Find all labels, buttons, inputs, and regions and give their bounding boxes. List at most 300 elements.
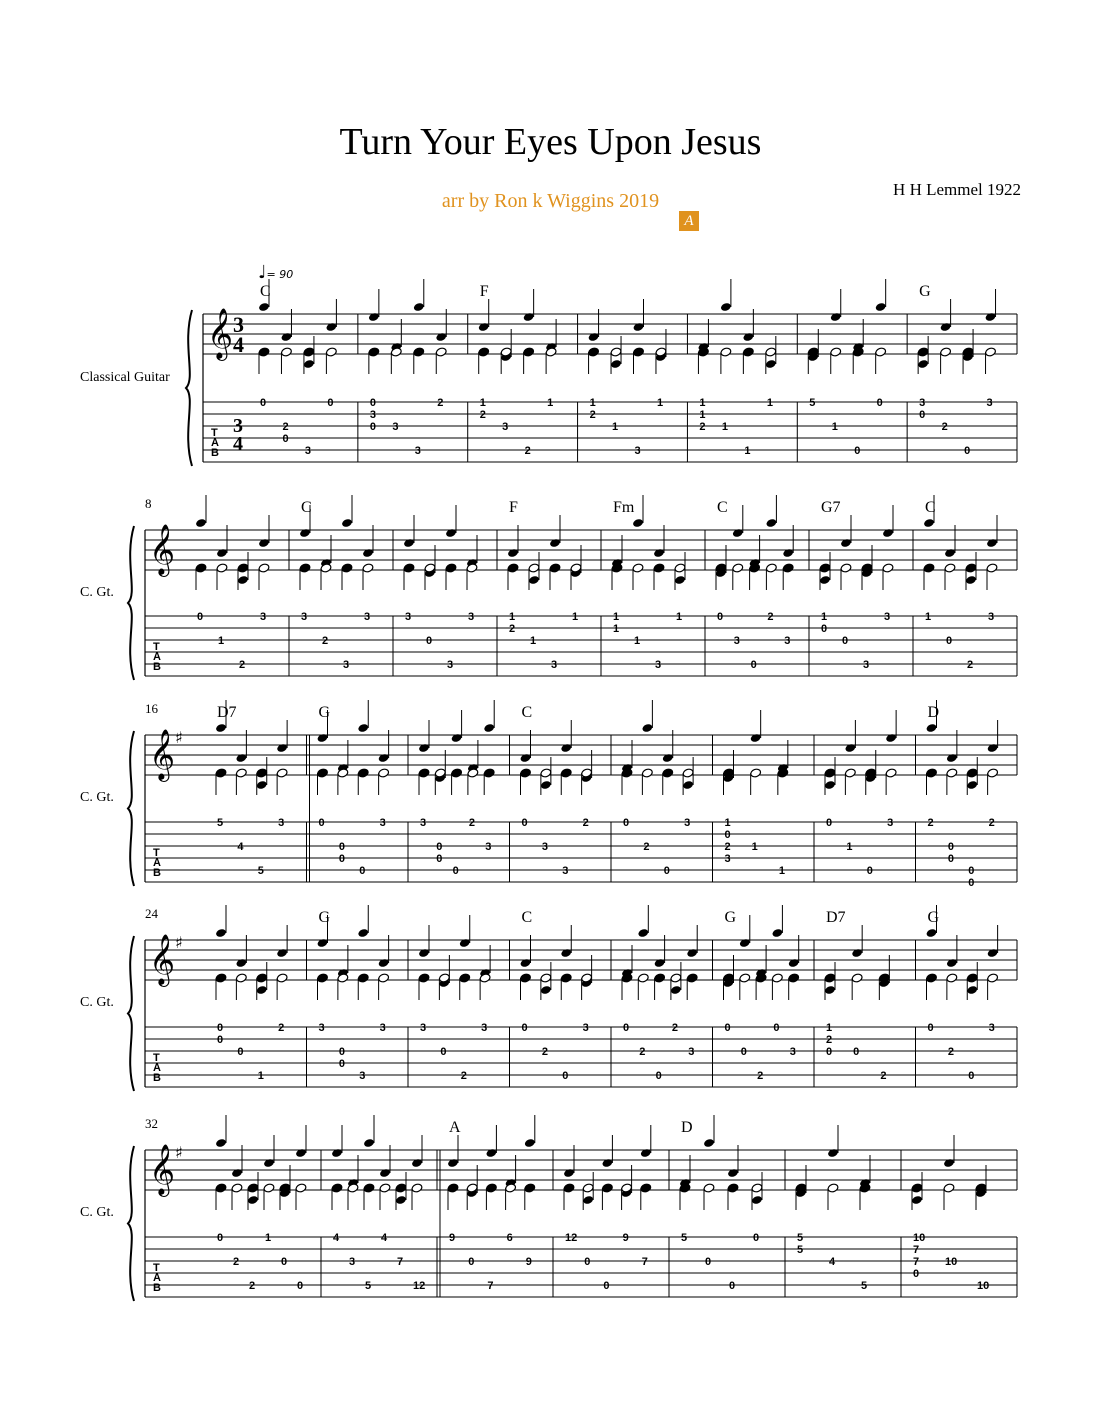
tab-fret-number: 0 xyxy=(584,1256,591,1268)
notehead xyxy=(940,322,952,332)
notehead-lower xyxy=(632,563,644,573)
notehead-lower xyxy=(256,973,268,983)
notehead-lower xyxy=(325,347,337,357)
notehead-lower xyxy=(357,973,369,983)
tab-fret-number: 5 xyxy=(257,865,264,877)
notehead xyxy=(682,780,694,790)
tab-fret-number: 10 xyxy=(913,1232,926,1244)
notehead-lower xyxy=(563,1183,575,1193)
notehead xyxy=(303,359,315,369)
tab-fret-number: 6 xyxy=(506,1232,513,1244)
chord-symbol: Fm xyxy=(613,499,635,516)
notehead xyxy=(195,518,207,528)
tab-fret-number: 0 xyxy=(521,817,528,829)
tab-fret-number: 0 xyxy=(919,409,926,421)
notehead xyxy=(258,302,270,312)
tab-fret-number: 3 xyxy=(887,817,894,829)
notehead xyxy=(395,1195,407,1205)
tab-fret-number: 2 xyxy=(724,841,731,853)
notehead-lower xyxy=(653,563,665,573)
notehead-lower xyxy=(341,563,353,573)
notehead-lower xyxy=(403,563,415,573)
notehead xyxy=(875,302,887,312)
notehead-lower xyxy=(588,347,600,357)
tab-fret-number: 0 xyxy=(436,853,443,865)
tab-fret-number: 3 xyxy=(724,853,731,865)
tab-fret-number: 0 xyxy=(913,1268,920,1280)
tab-fret-number: 0 xyxy=(821,623,828,635)
tab-fret-number: 0 xyxy=(740,1046,747,1058)
notehead xyxy=(357,928,369,938)
tab-fret-number: 0 xyxy=(724,829,731,841)
tab-fret-number: 1 xyxy=(831,421,838,433)
notehead-lower xyxy=(411,1183,423,1193)
notehead-lower xyxy=(459,973,471,983)
tab-clef-letter: A xyxy=(153,1062,161,1074)
notehead xyxy=(966,985,978,995)
notehead-lower xyxy=(582,1183,594,1193)
measure-number: 32 xyxy=(145,1116,158,1131)
tab-fret-number: 3 xyxy=(733,635,740,647)
tab-fret-number: 1 xyxy=(821,611,828,623)
tab-fret-number: 3 xyxy=(655,659,662,671)
notehead-lower xyxy=(378,768,390,778)
tab-fret-number: 3 xyxy=(420,817,427,829)
tab-fret-number: 10 xyxy=(977,1280,990,1292)
measure-number: 16 xyxy=(145,701,158,716)
notehead-lower xyxy=(751,1183,763,1193)
notehead-lower xyxy=(727,1183,739,1193)
notehead-lower xyxy=(943,1183,955,1193)
notehead xyxy=(926,723,938,733)
chord-symbol: D7 xyxy=(217,704,237,721)
tab-clef-letter: A xyxy=(153,857,161,869)
notehead xyxy=(751,1195,763,1205)
time-signature-top: 3 xyxy=(233,312,244,337)
notehead-lower xyxy=(682,768,694,778)
notehead-lower xyxy=(840,563,852,573)
tab-fret-number: 9 xyxy=(525,1256,532,1268)
tab-fret-number: 0 xyxy=(724,1022,731,1034)
notehead-lower xyxy=(875,347,887,357)
tab-fret-number: 1 xyxy=(826,1022,833,1034)
notehead-lower xyxy=(478,347,490,357)
notehead-lower xyxy=(923,563,935,573)
notehead xyxy=(418,948,430,958)
notehead xyxy=(256,985,268,995)
notehead-lower xyxy=(771,973,783,983)
tab-fret-number: 2 xyxy=(278,1022,285,1034)
notehead xyxy=(540,985,552,995)
tab-clef-letter: T xyxy=(153,641,160,653)
notehead-lower xyxy=(295,1183,307,1193)
instrument-name-short-5: C. Gt. xyxy=(80,1205,114,1220)
tab-fret-number: 1 xyxy=(479,397,486,409)
tab-fret-number: 4 xyxy=(333,1232,340,1244)
tab-fret-number: 3 xyxy=(988,1022,995,1034)
tab-fret-number: 3 xyxy=(318,1022,325,1034)
tab-fret-number: 0 xyxy=(338,853,345,865)
tab-fret-number: 3 xyxy=(278,817,285,829)
tab-fret-number: 4 xyxy=(381,1232,388,1244)
rehearsal-mark-box: A xyxy=(679,211,699,231)
tab-fret-number: 3 xyxy=(634,445,641,457)
tab-fret-number: 5 xyxy=(217,817,224,829)
notehead-lower xyxy=(637,973,649,983)
tab-fret-number: 2 xyxy=(282,421,289,433)
notehead xyxy=(765,518,777,528)
notehead-lower xyxy=(674,563,686,573)
notehead-lower xyxy=(987,768,999,778)
notehead xyxy=(215,723,227,733)
composer-credit: H H Lemmel 1922 xyxy=(893,180,1021,199)
tab-fret-number: 0 xyxy=(968,877,975,889)
tab-clef-letter: A xyxy=(211,437,219,449)
notehead-lower xyxy=(363,1183,375,1193)
tab-fret-number: 0 xyxy=(282,433,289,445)
notehead xyxy=(483,723,495,733)
notehead xyxy=(771,928,783,938)
notehead xyxy=(341,518,353,528)
notehead-lower xyxy=(827,1183,839,1193)
notehead xyxy=(582,1195,594,1205)
tab-fret-number: 1 xyxy=(612,421,619,433)
notehead-lower xyxy=(654,973,666,983)
notehead xyxy=(317,733,329,743)
notehead-lower xyxy=(788,973,800,983)
notehead-lower xyxy=(507,563,519,573)
notehead-lower xyxy=(946,768,958,778)
notehead xyxy=(378,958,390,968)
tab-fret-number: 0 xyxy=(338,1046,345,1058)
notehead-lower xyxy=(485,1183,497,1193)
tab-fret-number: 1 xyxy=(613,623,620,635)
notehead-lower xyxy=(524,1183,536,1193)
tab-fret-number: 1 xyxy=(257,1070,264,1082)
notehead-lower xyxy=(560,973,572,983)
notehead xyxy=(299,528,311,538)
quarter-note-icon: ♩ xyxy=(258,262,267,283)
notehead xyxy=(750,733,762,743)
notehead xyxy=(987,948,999,958)
tab-fret-number: 0 xyxy=(197,611,204,623)
tab-clef-letter: A xyxy=(153,651,161,663)
notehead xyxy=(946,958,958,968)
instrument-name-short-2: C. Gt. xyxy=(80,585,114,600)
tab-fret-number: 3 xyxy=(468,611,475,623)
tab-fret-number: 0 xyxy=(297,1280,304,1292)
notehead-lower xyxy=(303,347,315,357)
notehead xyxy=(528,575,540,585)
notehead-lower xyxy=(215,768,227,778)
notehead-lower xyxy=(986,563,998,573)
tab-clef-letter: A xyxy=(153,1272,161,1284)
notehead xyxy=(966,780,978,790)
notehead-lower xyxy=(237,563,249,573)
notehead-lower xyxy=(528,563,540,573)
tab-fret-number: 5 xyxy=(861,1280,868,1292)
notehead-lower xyxy=(750,768,762,778)
tab-fret-number: 3 xyxy=(405,611,412,623)
tab-fret-number: 0 xyxy=(318,817,325,829)
notehead-lower xyxy=(263,1183,275,1193)
tab-fret-number: 1 xyxy=(218,635,225,647)
tab-fret-number: 3 xyxy=(582,1022,589,1034)
treble-clef-icon: 𝄞 xyxy=(149,729,176,780)
notehead xyxy=(819,575,831,585)
notehead xyxy=(788,958,800,968)
notehead-lower xyxy=(732,563,744,573)
notehead-lower xyxy=(965,563,977,573)
notehead xyxy=(830,312,842,322)
notehead xyxy=(885,733,897,743)
tab-fret-number: 2 xyxy=(249,1280,256,1292)
notehead-lower xyxy=(940,347,952,357)
notehead xyxy=(447,1158,459,1168)
notehead xyxy=(276,948,288,958)
tab-fret-number: 0 xyxy=(946,635,953,647)
notehead xyxy=(965,575,977,585)
tab-fret-number: 1 xyxy=(721,421,729,433)
notehead-lower xyxy=(946,973,958,983)
notehead xyxy=(782,548,794,558)
notehead xyxy=(946,753,958,763)
tab-fret-number: 2 xyxy=(967,659,974,671)
tab-fret-number: 2 xyxy=(479,409,486,421)
tab-fret-number: 3 xyxy=(485,841,492,853)
notehead xyxy=(523,312,535,322)
notehead-lower xyxy=(540,768,552,778)
notehead-lower xyxy=(379,1183,391,1193)
tab-fret-number: 0 xyxy=(436,841,443,853)
notehead xyxy=(363,1138,375,1148)
notehead-lower xyxy=(739,973,751,983)
notehead xyxy=(331,1148,343,1158)
notehead xyxy=(654,958,666,968)
tab-fret-number: 0 xyxy=(927,1022,934,1034)
tab-fret-number: 0 xyxy=(217,1022,224,1034)
notehead-lower xyxy=(435,347,447,357)
tab-fret-number: 1 xyxy=(656,397,664,409)
tab-fret-number: 5 xyxy=(797,1244,804,1256)
tab-fret-number: 1 xyxy=(572,611,579,623)
system-brace xyxy=(186,310,192,466)
tab-fret-number: 2 xyxy=(643,841,650,853)
notehead-lower xyxy=(882,563,894,573)
notehead-lower xyxy=(765,563,777,573)
tab-fret-number: 2 xyxy=(757,1070,764,1082)
tab-fret-number: 1 xyxy=(751,841,758,853)
chord-symbol: C xyxy=(717,499,728,516)
notehead xyxy=(840,538,852,548)
tab-fret-number: 0 xyxy=(369,397,376,409)
notehead xyxy=(357,723,369,733)
tab-fret-number: 12 xyxy=(413,1280,426,1292)
notehead-lower xyxy=(824,768,836,778)
tab-fret-number: 3 xyxy=(379,1022,386,1034)
tab-fret-number: 1 xyxy=(766,397,773,409)
key-signature-sharp-icon: ♯ xyxy=(175,1143,183,1162)
notehead xyxy=(478,322,490,332)
notehead-lower xyxy=(720,347,732,357)
tab-fret-number: 3 xyxy=(988,611,995,623)
notehead xyxy=(451,733,463,743)
tab-fret-number: 2 xyxy=(468,817,476,829)
notehead xyxy=(235,958,247,968)
notehead xyxy=(732,528,744,538)
tab-fret-number: 3 xyxy=(420,1022,427,1034)
notehead xyxy=(445,528,457,538)
tab-fret-number: 0 xyxy=(717,611,724,623)
notehead xyxy=(686,948,698,958)
tab-fret-number: 0 xyxy=(750,659,757,671)
notehead xyxy=(944,548,956,558)
tab-fret-number: 0 xyxy=(842,635,849,647)
tab-fret-number: 0 xyxy=(237,1046,244,1058)
chord-symbol: F xyxy=(479,283,489,300)
chord-symbol: G xyxy=(919,283,931,300)
tab-fret-number: 3 xyxy=(349,1256,356,1268)
tab-fret-number: 3 xyxy=(379,817,386,829)
tab-fret-number: 3 xyxy=(392,421,399,433)
notehead-lower xyxy=(633,347,645,357)
tab-fret-number: 3 xyxy=(414,445,421,457)
tab-fret-number: 1 xyxy=(699,409,706,421)
notehead xyxy=(824,985,836,995)
notehead xyxy=(827,1148,839,1158)
notehead-lower xyxy=(987,973,999,983)
notehead-lower xyxy=(523,347,535,357)
notehead xyxy=(379,1168,391,1178)
notehead xyxy=(986,538,998,548)
notehead xyxy=(987,743,999,753)
notehead-lower xyxy=(601,1183,613,1193)
tab-fret-number: 5 xyxy=(365,1280,372,1292)
notehead xyxy=(739,938,751,948)
notehead xyxy=(295,1148,307,1158)
instrument-name-short-4: C. Gt. xyxy=(80,995,114,1010)
notehead xyxy=(703,1138,715,1148)
tab-fret-number: 2 xyxy=(233,1256,240,1268)
notehead xyxy=(851,948,863,958)
notehead xyxy=(601,1158,613,1168)
notehead xyxy=(216,548,228,558)
tab-fret-number: 2 xyxy=(541,1046,548,1058)
tab-fret-number: 2 xyxy=(880,1070,887,1082)
tab-fret-number: 0 xyxy=(705,1256,712,1268)
tab-fret-number: 3 xyxy=(369,409,376,421)
notehead xyxy=(563,1168,575,1178)
tab-fret-number: 3 xyxy=(551,659,558,671)
tab-fret-number: 0 xyxy=(217,1034,224,1046)
notehead xyxy=(610,359,622,369)
tab-fret-number: 0 xyxy=(773,1022,780,1034)
tab-fret-number: 0 xyxy=(866,865,873,877)
tab-fret-number: 0 xyxy=(663,865,670,877)
tab-fret-number: 3 xyxy=(502,421,509,433)
tab-fret-number: 3 xyxy=(684,817,691,829)
treble-clef-icon: 𝄞 xyxy=(149,934,176,985)
tab-fret-number: 0 xyxy=(521,1022,528,1034)
notehead-lower xyxy=(926,768,938,778)
chord-symbol: D xyxy=(927,704,940,721)
notehead-lower xyxy=(686,973,698,983)
chord-symbol: D7 xyxy=(826,909,846,926)
tab-fret-number: 0 xyxy=(369,421,376,433)
tab-clef-letter: T xyxy=(211,427,218,439)
tab-fret-number: 3 xyxy=(481,1022,488,1034)
tab-fret-number: 10 xyxy=(945,1256,958,1268)
notehead xyxy=(540,780,552,790)
notehead-lower xyxy=(610,347,622,357)
notehead xyxy=(917,359,929,369)
tab-fret-number: 3 xyxy=(562,865,569,877)
tab-fret-number: 0 xyxy=(359,865,366,877)
notehead xyxy=(588,332,600,342)
notehead xyxy=(507,548,519,558)
notehead xyxy=(247,1195,259,1205)
notehead xyxy=(418,743,430,753)
notehead-lower xyxy=(215,1183,227,1193)
notehead-lower xyxy=(231,1183,243,1193)
tab-fret-number: 0 xyxy=(753,1232,760,1244)
notehead-lower xyxy=(885,768,897,778)
measure-number: 8 xyxy=(145,496,152,511)
notehead xyxy=(727,1168,739,1178)
notehead-lower xyxy=(445,563,457,573)
tab-fret-number: 1 xyxy=(925,611,932,623)
tab-clef-letter: B xyxy=(153,867,161,879)
key-signature-sharp-icon: ♯ xyxy=(175,933,183,952)
chord-symbol: C xyxy=(301,499,312,516)
tab-fret-number: 2 xyxy=(988,817,995,829)
tab-fret-number: 1 xyxy=(589,397,596,409)
notehead xyxy=(215,928,227,938)
notehead-lower xyxy=(824,973,836,983)
tab-fret-number: 0 xyxy=(260,397,267,409)
chord-symbol: F xyxy=(509,499,518,516)
notehead xyxy=(235,753,247,763)
tab-clef-letter: B xyxy=(153,1072,161,1084)
notehead-lower xyxy=(483,768,495,778)
notehead xyxy=(256,780,268,790)
chord-symbol: C xyxy=(521,704,533,721)
tab-fret-number: 3 xyxy=(919,397,926,409)
notehead-lower xyxy=(299,563,311,573)
notehead-lower xyxy=(258,563,270,573)
notehead-lower xyxy=(944,563,956,573)
notehead-lower xyxy=(911,1183,923,1193)
tab-fret-number: 7 xyxy=(641,1256,648,1268)
tab-fret-number: 1 xyxy=(530,635,537,647)
notehead-lower xyxy=(256,768,268,778)
notehead-lower xyxy=(378,973,390,983)
notehead xyxy=(882,528,894,538)
notehead-lower xyxy=(742,347,754,357)
tab-fret-number: 2 xyxy=(826,1034,833,1046)
notehead xyxy=(411,1158,423,1168)
notehead xyxy=(325,322,337,332)
arranger-credit: arr by Ron k Wiggins 2019 xyxy=(441,190,660,212)
tab-fret-number: 3 xyxy=(986,397,993,409)
notehead-lower xyxy=(216,563,228,573)
notehead xyxy=(435,332,447,342)
tab-fret-number: 0 xyxy=(281,1256,288,1268)
tab-fret-number: 0 xyxy=(562,1070,569,1082)
tab-fret-number: 0 xyxy=(623,1022,630,1034)
tab-fret-number: 1 xyxy=(724,817,731,829)
tab-fret-number: 2 xyxy=(671,1022,679,1034)
